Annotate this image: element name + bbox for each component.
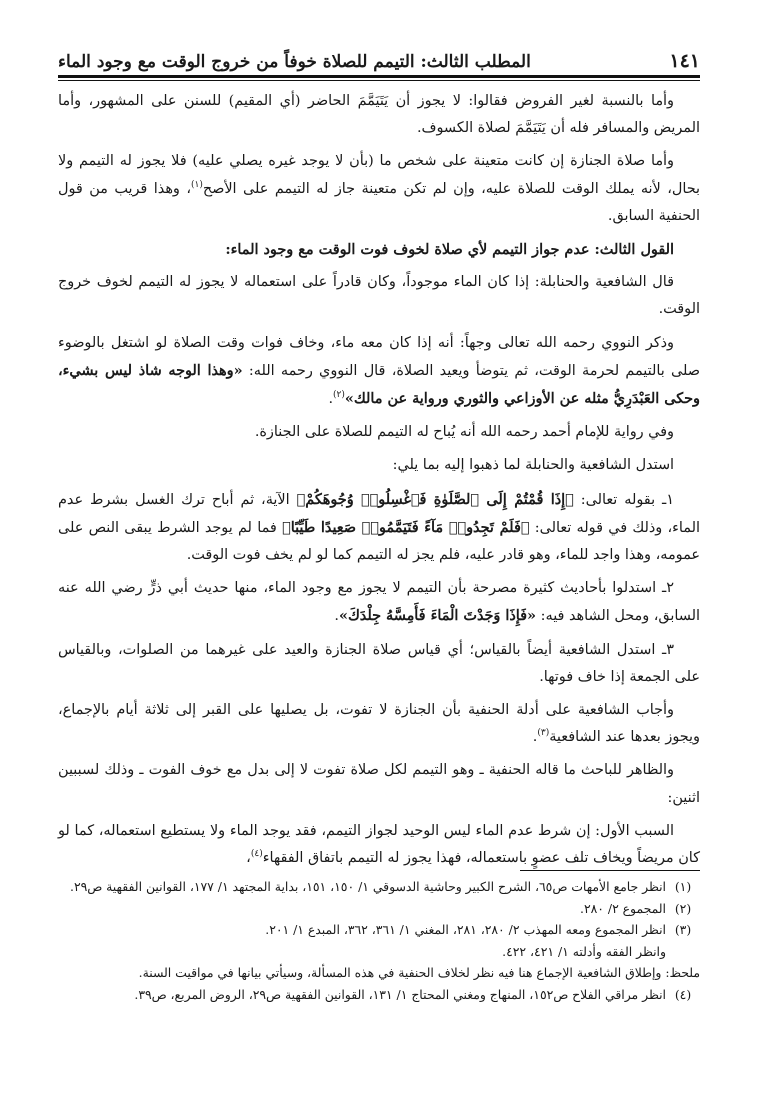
paragraph	[58, 757, 700, 811]
chapter-title: المطلب الثالث: التيمم للصلاة خوفاً من خروج الوقت مع وجود الماء	[58, 52, 531, 72]
paragraph-text: ، وهذا قريب من قول الحنفية السابق.	[58, 180, 700, 224]
footnote-text: المجموع ٢/ ٢٨٠.	[580, 900, 666, 916]
running-header	[58, 40, 700, 72]
page-number: ١٤١	[669, 50, 700, 72]
footnote-number: (٣)	[674, 922, 692, 937]
footnote-number: (١)	[674, 879, 692, 894]
paragraph-text: .	[334, 608, 339, 625]
footnote-text: انظر المجموع ومعه المهذب ٢/ ٢٨٠، ٢٨١، المغني ١/ ٣٦١، ٣٦٢، المبدع ١/ ٢٠١.	[265, 922, 666, 937]
paragraph-text: والظاهر للباحث ما قاله الحنفية ـ وهو التيمم لكل صلاة تفوت لا إلى بدل مع خوف الفوت ـ وذلك لسببين اثنين:	[58, 762, 700, 806]
paragraph-text: .	[532, 729, 538, 746]
main-text	[58, 88, 700, 878]
evidence-item	[58, 575, 700, 630]
footnote-separator	[520, 870, 700, 871]
section-heading	[58, 236, 700, 263]
paragraph-text: وأجاب الشافعية على أدلة الحنفية بأن الجنازة لا تفوت، بل يصليها على القبر إلى ثلاثة أيام بالإجماع، ويجوز بعدها عند الشافعية	[58, 702, 700, 746]
heading-text: القول الثالث: عدم جواز التيمم لأي صلاة لخوف فوت الوقت مع وجود الماء:	[225, 241, 674, 259]
evidence-item	[58, 637, 700, 691]
paragraph	[58, 148, 700, 230]
footnote-text: انظر مراقي الفلاح ص١٥٢، المنهاج ومغني المحتاج ١/ ١٣١، القوانين الفقهية ص٢٩، الروض المربع، ص٣٩.	[134, 986, 666, 1002]
footnote	[58, 984, 700, 1006]
footnote-number: (٤)	[674, 986, 692, 1002]
footnote	[58, 898, 700, 920]
paragraph	[58, 88, 700, 142]
footnote-number: (٢)	[674, 900, 692, 916]
paragraph-text: وأما بالنسبة لغير الفروض فقالوا: لا يجوز أن يَتَيَمَّمَ الحاضر (أي المقيم) للسنن على المشهور، وأما المريض والمسافر فله أن يَتَيَمَّمَ لصلاة الكسوف.	[58, 93, 700, 137]
footnote-text: ملحظ: وإطلاق الشافعية الإجماع هنا فيه نظر لخلاف الحنفية في هذه المسألة، وسيأتي بيانها في مواقيت السنة.	[138, 965, 700, 980]
footnote-continuation	[58, 941, 700, 963]
paragraph	[58, 330, 700, 414]
paragraph	[58, 452, 700, 479]
footnote-ref: (٣)	[537, 728, 550, 739]
paragraph	[58, 818, 700, 872]
hadith-quote: «فَإِذَا وَجَدْتَ الْمَاءَ فَأَمِسَّهُ جِلْدَكَ»	[338, 607, 537, 625]
footnote-ref: (٢)	[333, 390, 345, 401]
footnote-text: انظر جامع الأمهات ص٦٥، الشرح الكبير وحاشية الدسوقي ١/ ١٥٠، ١٥١، بداية المجتهد ١/ ١٧٧، القوانين الفقهية ص٢٩.	[69, 879, 666, 894]
paragraph-text: استدل الشافعية والحنابلة لما ذهبوا إليه بما يلي:	[392, 457, 674, 474]
paragraph	[58, 269, 700, 323]
footnote-ref: (٤)	[250, 849, 263, 860]
footnote-text: وانظر الفقه وأدلته ١/ ٤٢١، ٤٢٢.	[502, 943, 666, 959]
evidence-item	[58, 486, 700, 570]
paragraph-text: ٣ـ استدل الشافعية أيضاً بالقياس؛ أي قياس صلاة الجنازة والعيد على غيرهما من الصلوات، وبالقياس على الجمعة إذا خاف فوتها.	[58, 641, 700, 685]
footnotes	[58, 876, 700, 1005]
quran-verse: ﴿فَلَمْ تَجِدُوا۟ مَآءً فَتَيَمَّمُوا۟ صَعِيدًا طَيِّبًا﴾	[282, 518, 530, 536]
paragraph-text: فما لم يوجد الشرط يبقى النص على عمومه، وهذا واجد للماء، وهو قادر عليه، فلم يجز له التيمم كما لو لم يخف فوت الوقت.	[58, 519, 700, 564]
footnote-number	[666, 941, 700, 963]
quran-verse: ﴿إِذَا قُمْتُمْ إِلَى ٱلصَّلَوٰةِ فَٱغْسِلُوا۟ وُجُوهَكُمْ﴾	[296, 490, 574, 508]
footnote	[58, 919, 700, 941]
header-rule	[58, 75, 700, 78]
paragraph-text: قال الشافعية والحنابلة: إذا كان الماء موجوداً، وكان قادراً على استعماله لا يجوز له التيمم لخوف خروج الوقت.	[58, 274, 700, 318]
paragraph-text: الآية، ثم أباح ترك الغسل بشرط عدم الماء، وذلك في قوله تعالى:	[58, 491, 700, 536]
paragraph-text: ١ـ بقوله تعالى:	[580, 491, 674, 508]
footnote-ref: (١)	[190, 179, 203, 190]
header-rule-thin	[58, 80, 700, 81]
footnote	[58, 876, 700, 898]
nawawi-quote: «وهذا الوجه شاذ ليس بشيء، وحكى العَبْدَرِيُّ مثله عن الأوزاعي والثوري ورواية عن مالك»	[58, 361, 700, 408]
paragraph	[58, 419, 700, 446]
paragraph-text: ،	[246, 850, 251, 867]
paragraph-text: .	[328, 391, 334, 408]
paragraph	[58, 697, 700, 751]
paragraph-text: وأما صلاة الجنازة إن كانت متعينة على شخص ما (بأن لا يوجد غيره يصلي عليه) فلا يجوز له التيمم ولا بحال، لأنه يملك الوقت للصلاة عليه، وإن لم تكن متعينة جاز له التيمم على الأصح	[58, 153, 700, 197]
footnote-note	[58, 962, 700, 984]
paragraph-text: ٢ـ استدلوا بأحاديث كثيرة مصرحة بأن التيمم لا يجوز مع وجود الماء، منها حديث أبي ذرٍّ رضي الله عنه السابق، ومحل الشاهد فيه:	[58, 580, 700, 625]
paragraph-text: وذكر النووي رحمه الله تعالى وجهاً: أنه إذا كان معه ماء، وخاف فوات وقت الصلاة لو اشتغل بالوضوء صلى بالتيمم لحرمة الوقت، ثم يتوضأ ويعيد الصلاة، قال النووي رحمه الله:	[58, 334, 700, 379]
paragraph-text: وفي رواية للإمام أحمد رحمه الله أنه يُباح له التيمم للصلاة على الجنازة.	[254, 424, 674, 441]
paragraph-text: السبب الأول: إن شرط عدم الماء ليس الوحيد لجواز التيمم، فقد يوجد الماء ولا يستطيع استعماله، كما لو كان مريضاً ويخاف تلف عضوٍ باستعماله، فهذا يجوز له التيمم باتفاق الفقهاء	[58, 822, 700, 867]
